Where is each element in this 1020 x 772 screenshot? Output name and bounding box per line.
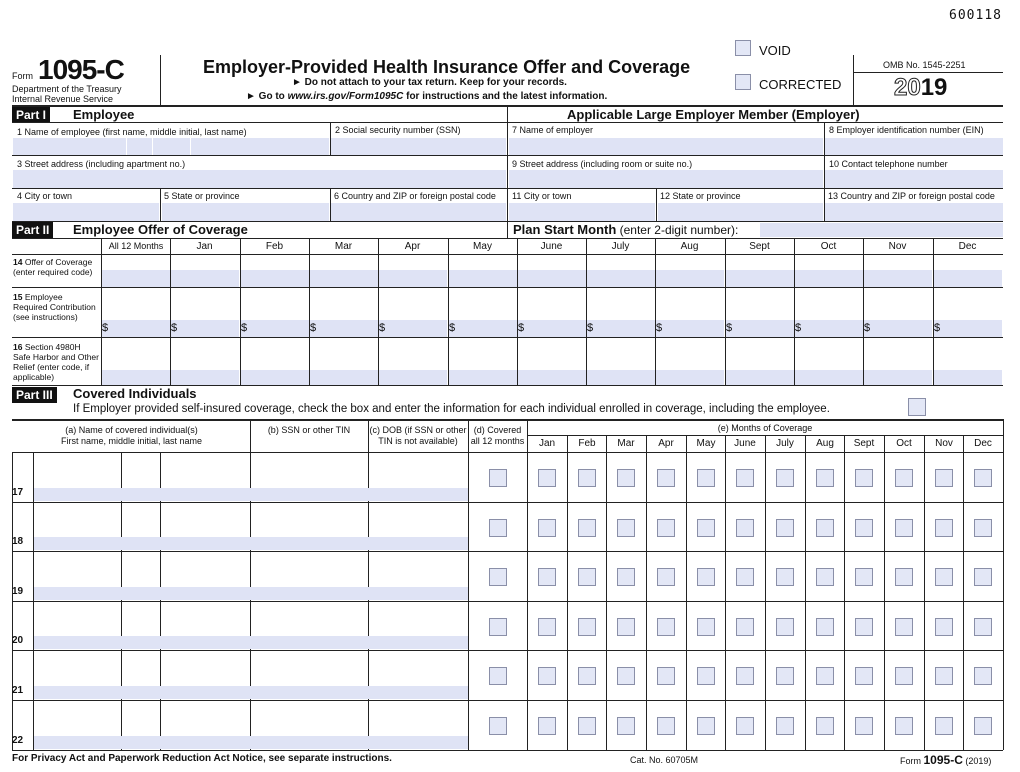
part3-tag: Part III	[12, 387, 57, 403]
month-coverage-checkbox[interactable]	[855, 469, 873, 487]
covered-individual-input[interactable]	[34, 636, 468, 649]
col-a-line1: (a) Name of covered individual(s)	[65, 425, 198, 435]
month-coverage-checkbox[interactable]	[657, 469, 675, 487]
dollar-sign: $	[726, 322, 733, 334]
month-coverage-checkbox[interactable]	[538, 618, 556, 636]
covered-all-12-checkbox[interactable]	[489, 469, 507, 487]
month-coverage-checkbox[interactable]	[697, 568, 715, 586]
month-coverage-checkbox[interactable]	[895, 618, 913, 636]
month-coverage-checkbox[interactable]	[736, 618, 754, 636]
covered-all-12-checkbox[interactable]	[489, 717, 507, 735]
field-12-label: 12 State or province	[660, 191, 741, 201]
p3-month-10: Nov	[935, 438, 953, 449]
month-coverage-checkbox[interactable]	[538, 568, 556, 586]
self-insured-checkbox[interactable]	[908, 398, 926, 416]
part1-tag: Part I	[12, 107, 50, 123]
field-4-label: 4 City or town	[17, 191, 73, 201]
part3-title: Covered Individuals	[73, 386, 197, 401]
month-coverage-checkbox[interactable]	[538, 469, 556, 487]
offer-code-input-4[interactable]	[379, 270, 447, 287]
month-coverage-checkbox[interactable]	[697, 618, 715, 636]
col-a-line2: First name, middle initial, last name	[60, 436, 203, 446]
dollar-sign: $	[656, 322, 663, 334]
safe-harbor-input-12[interactable]	[934, 370, 1002, 385]
month-coverage-checkbox[interactable]	[657, 568, 675, 586]
subtitle-1: ► Do not attach to your tax return. Keep for your records.	[292, 77, 567, 88]
month-coverage-checkbox[interactable]	[697, 469, 715, 487]
covered-individual-input[interactable]	[34, 488, 468, 501]
p3-month-11: Dec	[974, 438, 992, 449]
col-d-line1: (d) Covered	[473, 425, 522, 435]
month-coverage-checkbox[interactable]	[776, 568, 794, 586]
row-15-text: Employee Required Contribution (see instructions)	[13, 292, 96, 322]
p2-month-10: Nov	[888, 241, 907, 252]
month-coverage-checkbox[interactable]	[974, 519, 992, 537]
p2-month-11: Dec	[958, 241, 977, 252]
p3-month-2: Mar	[617, 438, 635, 449]
covered-individual-input[interactable]	[34, 537, 468, 550]
row-number: 17	[12, 487, 24, 498]
field-11-label: 11 City or town	[512, 191, 572, 201]
covered-all-12-checkbox[interactable]	[489, 667, 507, 685]
covered-individual-input[interactable]	[34, 686, 468, 699]
contribution-input-12[interactable]	[934, 320, 1002, 337]
contact-phone-input[interactable]	[825, 170, 1003, 188]
safe-harbor-input-9[interactable]	[726, 370, 794, 385]
month-coverage-checkbox[interactable]	[736, 568, 754, 586]
month-coverage-checkbox[interactable]	[935, 469, 953, 487]
ssn-input[interactable]	[331, 138, 506, 155]
footer-form-word: Form	[900, 756, 924, 766]
month-coverage-checkbox[interactable]	[617, 568, 635, 586]
row-16-text: Section 4980H Safe Harbor and Other Relief (enter code, if applicable)	[13, 342, 99, 382]
dollar-sign: $	[379, 322, 386, 334]
contribution-input-11[interactable]	[864, 320, 932, 337]
offer-code-input-10[interactable]	[795, 270, 863, 287]
form-title: Employer-Provided Health Insurance Offer and Coverage	[203, 57, 691, 77]
contribution-input-4[interactable]	[379, 320, 447, 337]
contribution-input-6[interactable]	[518, 320, 586, 337]
col-e-header: (e) Months of Coverage	[717, 423, 813, 433]
month-coverage-checkbox[interactable]	[657, 519, 675, 537]
cat-number: Cat. No. 60705M	[630, 755, 699, 765]
month-coverage-checkbox[interactable]	[578, 667, 596, 685]
row-number: 18	[12, 536, 24, 547]
safe-harbor-input-4[interactable]	[379, 370, 447, 385]
month-coverage-checkbox[interactable]	[697, 519, 715, 537]
employer-zip-input[interactable]	[825, 203, 1003, 221]
dollar-sign: $	[241, 322, 248, 334]
col-c-line2: TIN is not available)	[378, 436, 458, 446]
safe-harbor-input-0[interactable]	[102, 370, 170, 385]
covered-all-12-checkbox[interactable]	[489, 568, 507, 586]
dept-line1: Department of the Treasury	[12, 84, 122, 94]
tax-year-outline: 20	[894, 74, 921, 101]
employer-street-input[interactable]	[509, 170, 823, 188]
col-c-line1: (c) DOB (if SSN or other	[369, 425, 467, 435]
row-14-text: Offer of Coverage (enter required code)	[13, 257, 93, 277]
employee-name-input[interactable]	[13, 138, 329, 155]
month-coverage-checkbox[interactable]	[895, 568, 913, 586]
contribution-input-10[interactable]	[795, 320, 863, 337]
offer-code-input-0[interactable]	[102, 270, 170, 287]
p2-month-3: Apr	[404, 241, 421, 252]
all-12-months-header: All 12 Months	[108, 241, 164, 251]
p2-month-6: July	[611, 241, 630, 252]
subtitle-2-post: for instructions and the latest information.	[403, 91, 608, 102]
covered-all-12-checkbox[interactable]	[489, 618, 507, 636]
p3-month-7: Aug	[816, 438, 834, 449]
footer-form-id	[900, 753, 991, 767]
offer-code-input-8[interactable]	[656, 270, 724, 287]
contribution-input-3[interactable]	[310, 320, 378, 337]
employer-name-input[interactable]	[509, 138, 823, 155]
month-coverage-checkbox[interactable]	[617, 618, 635, 636]
month-coverage-checkbox[interactable]	[736, 717, 754, 735]
month-coverage-checkbox[interactable]	[816, 469, 834, 487]
field-5-label: 5 State or province	[164, 191, 240, 201]
month-coverage-checkbox[interactable]	[538, 717, 556, 735]
row-16-label	[13, 342, 99, 382]
month-coverage-checkbox[interactable]	[974, 618, 992, 636]
month-coverage-checkbox[interactable]	[617, 667, 635, 685]
dollar-sign: $	[449, 322, 456, 334]
field-3-label: 3 Street address (including apartment no.)	[17, 159, 186, 169]
month-coverage-checkbox[interactable]	[855, 667, 873, 685]
dollar-sign: $	[518, 322, 525, 334]
month-coverage-checkbox[interactable]	[816, 519, 834, 537]
month-coverage-checkbox[interactable]	[776, 667, 794, 685]
subtitle-2-pre: ► Go to	[246, 91, 288, 102]
month-coverage-checkbox[interactable]	[935, 568, 953, 586]
field-9-label: 9 Street address (including room or suite no.)	[512, 159, 693, 169]
void-label: VOID	[759, 43, 791, 58]
month-coverage-checkbox[interactable]	[578, 568, 596, 586]
month-coverage-checkbox[interactable]	[895, 667, 913, 685]
col-a-header	[13, 425, 250, 447]
month-coverage-checkbox[interactable]	[935, 667, 953, 685]
month-coverage-checkbox[interactable]	[895, 717, 913, 735]
omb-number: OMB No. 1545-2251	[883, 60, 966, 70]
month-coverage-checkbox[interactable]	[855, 717, 873, 735]
p2-month-2: Mar	[334, 241, 353, 252]
dollar-sign: $	[587, 322, 594, 334]
row-14-num: 14	[13, 257, 23, 267]
safe-harbor-input-1[interactable]	[171, 370, 239, 385]
plan-start-label	[513, 222, 738, 237]
offer-code-input-11[interactable]	[864, 270, 932, 287]
subtitle-2	[246, 91, 607, 102]
month-coverage-checkbox[interactable]	[895, 469, 913, 487]
row-number: 21	[12, 685, 24, 696]
part2-title: Employee Offer of Coverage	[73, 222, 248, 237]
corrected-checkbox[interactable]	[735, 74, 751, 90]
offer-code-input-6[interactable]	[518, 270, 586, 287]
month-coverage-checkbox[interactable]	[816, 568, 834, 586]
offer-code-input-1[interactable]	[171, 270, 239, 287]
contribution-input-8[interactable]	[656, 320, 724, 337]
month-coverage-checkbox[interactable]	[776, 618, 794, 636]
field-7-label: 7 Name of employer	[512, 125, 594, 135]
void-checkbox[interactable]	[735, 40, 751, 56]
p2-month-5: June	[540, 241, 563, 252]
dollar-sign: $	[310, 322, 317, 334]
month-coverage-checkbox[interactable]	[736, 519, 754, 537]
safe-harbor-input-7[interactable]	[587, 370, 655, 385]
offer-code-input-12[interactable]	[934, 270, 1002, 287]
offer-code-input-2[interactable]	[241, 270, 309, 287]
contribution-input-2[interactable]	[241, 320, 309, 337]
row-16-num: 16	[13, 342, 23, 352]
month-coverage-checkbox[interactable]	[935, 519, 953, 537]
p2-month-7: Aug	[680, 241, 699, 252]
p2-month-9: Oct	[820, 241, 837, 252]
p2-month-0: Jan	[196, 241, 213, 252]
col-b-header: (b) SSN or other TIN	[267, 425, 351, 435]
dollar-sign: $	[934, 322, 941, 334]
month-coverage-checkbox[interactable]	[855, 568, 873, 586]
part3-note: If Employer provided self-insured coverage, check the box and enter the information for each individual enrolled in coverage, including the employee.	[73, 403, 830, 415]
row-15-num: 15	[13, 292, 23, 302]
corrected-label: CORRECTED	[759, 77, 842, 92]
month-coverage-checkbox[interactable]	[974, 717, 992, 735]
privacy-notice: For Privacy Act and Paperwork Reduction Act Notice, see separate instructions.	[12, 753, 392, 764]
ein-input[interactable]	[825, 138, 1003, 155]
p3-month-4: May	[696, 438, 716, 449]
covered-individual-input[interactable]	[34, 736, 468, 749]
offer-code-input-9[interactable]	[726, 270, 794, 287]
row-15-label	[13, 292, 99, 322]
month-coverage-checkbox[interactable]	[776, 519, 794, 537]
contribution-input-0[interactable]	[102, 320, 170, 337]
month-coverage-checkbox[interactable]	[578, 469, 596, 487]
form-number: 1095-C	[38, 54, 124, 85]
covered-all-12-checkbox[interactable]	[489, 519, 507, 537]
month-coverage-checkbox[interactable]	[617, 469, 635, 487]
p3-month-8: Sept	[853, 438, 875, 449]
month-coverage-checkbox[interactable]	[935, 618, 953, 636]
p3-month-3: Apr	[658, 438, 674, 449]
month-coverage-checkbox[interactable]	[538, 519, 556, 537]
employer-state-input[interactable]	[658, 203, 823, 221]
safe-harbor-input-10[interactable]	[795, 370, 863, 385]
p3-month-5: June	[734, 438, 756, 449]
month-coverage-checkbox[interactable]	[816, 667, 834, 685]
field-1-label: 1 Name of employee (first name, middle initial, last name)	[17, 127, 247, 137]
month-coverage-checkbox[interactable]	[578, 618, 596, 636]
field-2-label: 2 Social security number (SSN)	[335, 125, 461, 135]
dept-line2: Internal Revenue Service	[12, 94, 114, 104]
employer-city-input[interactable]	[509, 203, 655, 221]
dollar-sign: $	[102, 322, 109, 334]
month-coverage-checkbox[interactable]	[578, 519, 596, 537]
month-coverage-checkbox[interactable]	[697, 717, 715, 735]
field-8-label: 8 Employer identification number (EIN)	[829, 125, 984, 135]
month-coverage-checkbox[interactable]	[855, 618, 873, 636]
col-d-line2: all 12 months	[470, 436, 525, 446]
month-coverage-checkbox[interactable]	[736, 667, 754, 685]
month-coverage-checkbox[interactable]	[538, 667, 556, 685]
safe-harbor-input-5[interactable]	[449, 370, 517, 385]
offer-code-input-7[interactable]	[587, 270, 655, 287]
row-number: 22	[12, 735, 24, 746]
month-coverage-checkbox[interactable]	[657, 618, 675, 636]
contribution-input-9[interactable]	[726, 320, 794, 337]
offer-code-input-5[interactable]	[449, 270, 517, 287]
dollar-sign: $	[171, 322, 178, 334]
footer-form-num: 1095-C	[923, 753, 963, 767]
p2-month-4: May	[473, 241, 492, 252]
tax-year-bold: 19	[920, 74, 948, 101]
month-coverage-checkbox[interactable]	[578, 717, 596, 735]
month-coverage-checkbox[interactable]	[935, 717, 953, 735]
safe-harbor-input-6[interactable]	[518, 370, 586, 385]
month-coverage-checkbox[interactable]	[974, 568, 992, 586]
plan-start-rest: (enter 2-digit number):	[616, 223, 739, 237]
form-id: 600118	[949, 8, 1002, 23]
month-coverage-checkbox[interactable]	[736, 469, 754, 487]
month-coverage-checkbox[interactable]	[617, 519, 635, 537]
employee-state-input[interactable]	[162, 203, 329, 221]
irs-url: www.irs.gov/Form1095C	[287, 91, 404, 102]
month-coverage-checkbox[interactable]	[816, 618, 834, 636]
month-coverage-checkbox[interactable]	[657, 717, 675, 735]
month-coverage-checkbox[interactable]	[974, 667, 992, 685]
footer-form-year: (2019)	[962, 756, 992, 766]
month-coverage-checkbox[interactable]	[776, 717, 794, 735]
plan-start-month-input[interactable]	[760, 223, 1003, 237]
p3-month-0: Jan	[538, 438, 556, 449]
p2-month-1: Feb	[265, 241, 284, 252]
month-coverage-checkbox[interactable]	[855, 519, 873, 537]
p3-month-6: July	[776, 438, 794, 449]
month-coverage-checkbox[interactable]	[816, 717, 834, 735]
safe-harbor-input-3[interactable]	[310, 370, 378, 385]
p3-month-1: Feb	[578, 438, 596, 449]
plan-start-bold: Plan Start Month	[513, 222, 617, 237]
safe-harbor-input-2[interactable]	[241, 370, 309, 385]
month-coverage-checkbox[interactable]	[617, 717, 635, 735]
month-coverage-checkbox[interactable]	[776, 469, 794, 487]
covered-individual-input[interactable]	[34, 587, 468, 600]
month-coverage-checkbox[interactable]	[974, 469, 992, 487]
row-14-label	[13, 257, 99, 277]
contribution-input-5[interactable]	[449, 320, 517, 337]
month-coverage-checkbox[interactable]	[895, 519, 913, 537]
dollar-sign: $	[864, 322, 871, 334]
col-d-header	[468, 425, 527, 447]
employee-street-input[interactable]	[13, 170, 506, 188]
p3-month-9: Oct	[896, 438, 912, 449]
contribution-input-1[interactable]	[171, 320, 239, 337]
contribution-input-7[interactable]	[587, 320, 655, 337]
safe-harbor-input-8[interactable]	[656, 370, 724, 385]
part1-employer-title: Applicable Large Employer Member (Employer)	[567, 107, 860, 122]
employee-zip-input[interactable]	[331, 203, 506, 221]
field-10-label: 10 Contact telephone number	[829, 159, 948, 169]
employee-city-input[interactable]	[13, 203, 159, 221]
safe-harbor-input-11[interactable]	[864, 370, 932, 385]
form-word: Form	[12, 71, 33, 81]
part1-title: Employee	[73, 107, 135, 122]
p2-month-8: Sept	[749, 241, 770, 252]
dollar-sign: $	[795, 322, 802, 334]
month-coverage-checkbox[interactable]	[697, 667, 715, 685]
month-coverage-checkbox[interactable]	[657, 667, 675, 685]
row-number: 20	[12, 635, 24, 646]
tax-year	[894, 74, 947, 102]
field-6-label: 6 Country and ZIP or foreign postal code	[334, 191, 496, 201]
row-number: 19	[12, 586, 24, 597]
field-13-label: 13 Country and ZIP or foreign postal code	[828, 191, 995, 201]
part2-tag: Part II	[12, 222, 53, 238]
col-c-header	[368, 425, 468, 447]
offer-code-input-3[interactable]	[310, 270, 378, 287]
